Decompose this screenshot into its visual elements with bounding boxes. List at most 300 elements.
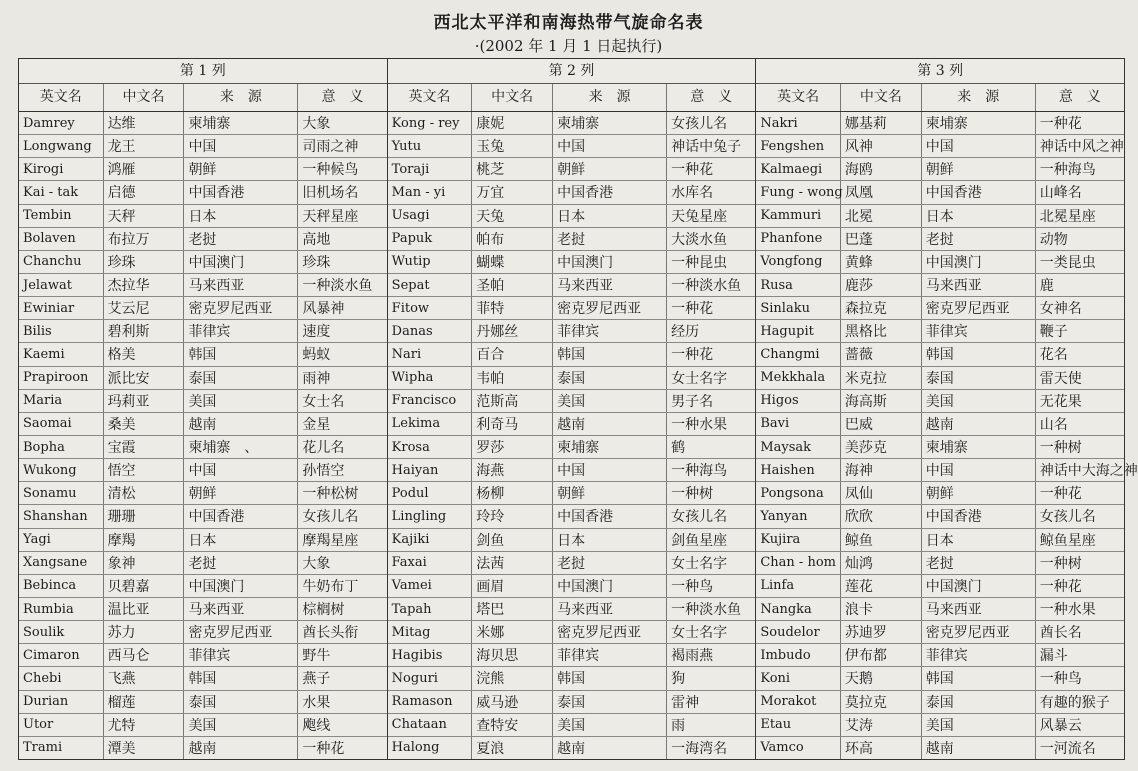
table-row (388, 251, 756, 274)
english-name-cell: Kujira (756, 529, 841, 551)
source-cell: 中国澳门 (553, 575, 667, 597)
meaning-cell: 一种树 (671, 486, 714, 503)
source-cell: 老挝 (553, 228, 667, 250)
english-name-cell: Maria (19, 390, 104, 412)
source-cell: 中国香港 (922, 181, 1036, 203)
meaning-cell: 女孩儿名 (1039, 509, 1096, 526)
meaning-cell: 剑鱼星座 (671, 532, 728, 549)
meaning-cell: 蚂蚁 (302, 347, 331, 364)
table-row (756, 112, 1124, 135)
table-row (756, 367, 1124, 390)
group-header: 第 2 列 (388, 59, 756, 84)
source-cell: 菲律宾 (184, 644, 298, 666)
table-row (388, 644, 756, 667)
table-row (19, 343, 387, 366)
meaning-cell: 风暴云 (1039, 717, 1082, 734)
meaning-cell: 一种花 (1039, 116, 1082, 133)
table-row (388, 691, 756, 714)
table-row (756, 205, 1124, 228)
english-name-cell: Maysak (756, 436, 841, 458)
english-name-cell: Kalmaegi (756, 158, 841, 180)
table-row (756, 320, 1124, 343)
english-name-cell: Durian (19, 691, 104, 713)
english-name-cell: Bopha (19, 436, 104, 458)
source-cell: 菲律宾 (184, 320, 298, 342)
english-name-cell: Bilis (19, 320, 104, 342)
english-name-cell: Haiyan (388, 459, 473, 481)
source-cell: 韩国 (922, 667, 1036, 689)
english-name-cell: Fung - wong (756, 181, 841, 203)
english-name-cell: Faxai (388, 552, 473, 574)
table-row (19, 459, 387, 482)
source-cell: 中国澳门 (922, 251, 1036, 273)
chinese-name-cell: 海神 (841, 459, 922, 481)
chinese-name-cell: 剑鱼 (472, 529, 553, 551)
english-name-cell: Haishen (756, 459, 841, 481)
meaning-cell: 褐雨燕 (671, 648, 714, 665)
source-cell: 中国 (184, 135, 298, 157)
english-name-cell: Yutu (388, 135, 473, 157)
chinese-name-cell: 天秤 (104, 205, 185, 227)
meaning-cell: 女士名字 (671, 555, 728, 572)
header-source: 来 源 (553, 84, 667, 111)
chinese-name-cell: 百合 (472, 343, 553, 365)
meaning-cell: 女孩儿名 (671, 509, 728, 526)
meaning-cell: 风暴神 (302, 301, 345, 318)
chinese-name-cell: 环高 (841, 737, 922, 759)
table-row (756, 691, 1124, 714)
table-row (19, 251, 387, 274)
table-row (388, 505, 756, 528)
chinese-name-cell: 灿鸿 (841, 552, 922, 574)
english-name-cell: Halong (388, 737, 473, 759)
table-row (756, 505, 1124, 528)
table-row (756, 529, 1124, 552)
meaning-cell: 飑线 (302, 717, 331, 734)
source-cell: 中国 (553, 135, 667, 157)
header-english-name: 英文名 (388, 84, 473, 111)
english-name-cell: Kai - tak (19, 181, 104, 203)
meaning-cell: 司雨之神 (302, 139, 359, 156)
english-name-cell: Fitow (388, 297, 473, 319)
meaning-cell: 一类昆虫 (1039, 254, 1096, 271)
source-cell: 中国香港 (184, 505, 298, 527)
table-row (19, 667, 387, 690)
table-row (756, 436, 1124, 459)
source-cell: 美国 (553, 390, 667, 412)
chinese-name-cell: 莲花 (841, 575, 922, 597)
table-row (19, 714, 387, 737)
chinese-name-cell: 杨柳 (472, 482, 553, 504)
chinese-name-cell: 塔巴 (472, 598, 553, 620)
meaning-cell: 男子名 (671, 393, 714, 410)
english-name-cell: Yagi (19, 529, 104, 551)
meaning-cell: 一种水果 (671, 416, 728, 433)
chinese-name-cell: 万宜 (472, 181, 553, 203)
source-cell: 日本 (184, 205, 298, 227)
source-cell: 美国 (184, 390, 298, 412)
table-row (756, 297, 1124, 320)
table-row (388, 297, 756, 320)
source-cell: 日本 (184, 529, 298, 551)
table-row (19, 390, 387, 413)
source-cell: 美国 (922, 714, 1036, 736)
table-row (388, 552, 756, 575)
page-subtitle: ·(2002 年 1 月 1 日起执行) (474, 37, 663, 55)
table-row (388, 181, 756, 204)
meaning-cell: 鞭子 (1039, 324, 1068, 341)
meaning-cell: 一河流名 (1039, 740, 1096, 757)
source-cell: 美国 (922, 390, 1036, 412)
meaning-cell: 水库名 (671, 185, 714, 202)
chinese-name-cell: 玛莉亚 (104, 390, 185, 412)
english-name-cell: Koni (756, 667, 841, 689)
english-name-cell: Bavi (756, 413, 841, 435)
english-name-cell: Prapiroon (19, 367, 104, 389)
english-name-cell: Linfa (756, 575, 841, 597)
meaning-cell: 鲸鱼星座 (1039, 532, 1096, 549)
table-row (388, 621, 756, 644)
source-cell: 老挝 (184, 552, 298, 574)
chinese-name-cell: 鸿雁 (104, 158, 185, 180)
chinese-name-cell: 风神 (841, 135, 922, 157)
table-row (388, 320, 756, 343)
chinese-name-cell: 帕布 (472, 228, 553, 250)
english-name-cell: Changmi (756, 343, 841, 365)
source-cell: 朝鲜 (184, 158, 298, 180)
chinese-name-cell: 米娜 (472, 621, 553, 643)
meaning-cell: 大淡水鱼 (671, 231, 728, 248)
meaning-cell: 漏斗 (1039, 648, 1068, 665)
chinese-name-cell: 法茜 (472, 552, 553, 574)
chinese-name-cell: 飞燕 (104, 667, 185, 689)
source-cell: 中国 (922, 135, 1036, 157)
chinese-name-cell: 悟空 (104, 459, 185, 481)
meaning-cell: 雨 (671, 717, 686, 734)
source-cell: 泰国 (922, 367, 1036, 389)
chinese-name-cell: 碧利斯 (104, 320, 185, 342)
english-name-cell: Etau (756, 714, 841, 736)
english-name-cell: Sepat (388, 274, 473, 296)
meaning-cell: 神话中风之神 (1039, 139, 1124, 156)
english-name-cell: Hagibis (388, 644, 473, 666)
source-cell: 菲律宾 (922, 320, 1036, 342)
chinese-name-cell: 利奇马 (472, 413, 553, 435)
chinese-name-cell: 杰拉华 (104, 274, 185, 296)
chinese-name-cell: 娜基莉 (841, 112, 922, 134)
meaning-cell: 一种花 (671, 162, 714, 179)
source-cell: 中国澳门 (922, 575, 1036, 597)
chinese-name-cell: 韦帕 (472, 367, 553, 389)
source-cell: 中国澳门 (184, 251, 298, 273)
source-cell: 泰国 (184, 367, 298, 389)
table-row (756, 621, 1124, 644)
table-row (756, 644, 1124, 667)
english-name-cell: Saomai (19, 413, 104, 435)
meaning-cell: 女孩儿名 (302, 509, 359, 526)
table-row (19, 529, 387, 552)
english-name-cell: Kaemi (19, 343, 104, 365)
english-name-cell: Bolaven (19, 228, 104, 250)
meaning-cell: 女士名字 (671, 370, 728, 387)
english-name-cell: Chataan (388, 714, 473, 736)
chinese-name-cell: 浣熊 (472, 667, 553, 689)
chinese-name-cell: 巴蓬 (841, 228, 922, 250)
meaning-cell: 酋长名 (1039, 625, 1082, 642)
source-cell: 柬埔寨 (553, 436, 667, 458)
table-row (388, 529, 756, 552)
source-cell: 马来西亚 (184, 598, 298, 620)
meaning-cell: 一种花 (302, 740, 345, 757)
table-row (388, 459, 756, 482)
table-row (756, 552, 1124, 575)
english-name-cell: Rumbia (19, 598, 104, 620)
meaning-cell: 一种淡水鱼 (302, 278, 373, 295)
english-name-cell: Ramason (388, 691, 473, 713)
english-name-cell: Jelawat (19, 274, 104, 296)
english-name-cell: Chebi (19, 667, 104, 689)
chinese-name-cell: 凤凰 (841, 181, 922, 203)
meaning-cell: 雷天使 (1039, 370, 1082, 387)
header-chinese-name: 中文名 (472, 84, 553, 111)
meaning-cell: 金星 (302, 416, 331, 433)
meaning-cell: 水果 (302, 694, 331, 711)
table-row (756, 667, 1124, 690)
meaning-cell: 动物 (1039, 231, 1068, 248)
meaning-cell: 一种松树 (302, 486, 359, 503)
chinese-name-cell: 鹿莎 (841, 274, 922, 296)
meaning-cell: 牛奶布丁 (302, 578, 359, 595)
english-name-cell: Wutip (388, 251, 473, 273)
chinese-name-cell: 启德 (104, 181, 185, 203)
chinese-name-cell: 玲玲 (472, 505, 553, 527)
source-cell: 美国 (553, 714, 667, 736)
meaning-cell: 一种鸟 (671, 578, 714, 595)
english-name-cell: Kajiki (388, 529, 473, 551)
english-name-cell: Francisco (388, 390, 473, 412)
table-group-2 (388, 59, 757, 759)
source-cell: 柬埔寨 (922, 436, 1036, 458)
table-row (756, 459, 1138, 482)
table-row (19, 575, 387, 598)
source-cell: 韩国 (184, 343, 298, 365)
source-cell: 美国 (184, 714, 298, 736)
table-row (19, 274, 387, 297)
source-cell: 中国香港 (184, 181, 298, 203)
source-cell: 密克罗尼西亚 (553, 621, 667, 643)
table-row (19, 436, 387, 459)
english-name-cell: Phanfone (756, 228, 841, 250)
table-row (19, 181, 387, 204)
chinese-name-cell: 珊珊 (104, 505, 185, 527)
meaning-cell: 一种海鸟 (1039, 162, 1096, 179)
chinese-name-cell: 伊布都 (841, 644, 922, 666)
meaning-cell: 一种花 (671, 347, 714, 364)
meaning-cell: 雷神 (671, 694, 700, 711)
english-name-cell: Mekkhala (756, 367, 841, 389)
table-row (19, 505, 387, 528)
meaning-cell: 一种树 (1039, 440, 1082, 457)
table-row (388, 413, 756, 436)
english-name-cell: Rusa (756, 274, 841, 296)
meaning-cell: 一种候鸟 (302, 162, 359, 179)
table-row (756, 181, 1124, 204)
source-cell: 中国香港 (553, 181, 667, 203)
chinese-name-cell: 苏迪罗 (841, 621, 922, 643)
chinese-name-cell: 桑美 (104, 413, 185, 435)
english-name-cell: Mitag (388, 621, 473, 643)
english-name-cell: Usagi (388, 205, 473, 227)
english-name-cell: Cimaron (19, 644, 104, 666)
chinese-name-cell: 黑格比 (841, 320, 922, 342)
chinese-name-cell: 黄蜂 (841, 251, 922, 273)
chinese-name-cell: 玉兔 (472, 135, 553, 157)
chinese-name-cell: 鲸鱼 (841, 529, 922, 551)
meaning-cell: 女士名 (302, 393, 345, 410)
source-cell: 密克罗尼西亚 (184, 297, 298, 319)
header-chinese-name: 中文名 (104, 84, 185, 111)
chinese-name-cell: 海高斯 (841, 390, 922, 412)
table-row (756, 714, 1124, 737)
source-cell: 越南 (184, 413, 298, 435)
source-cell: 柬埔寨 、 (184, 436, 298, 458)
source-cell: 朝鲜 (184, 482, 298, 504)
english-name-cell: Trami (19, 737, 104, 759)
table-row (388, 367, 756, 390)
chinese-name-cell: 贝碧嘉 (104, 575, 185, 597)
chinese-name-cell: 温比亚 (104, 598, 185, 620)
source-cell: 日本 (553, 205, 667, 227)
source-cell: 中国澳门 (184, 575, 298, 597)
table-row (756, 390, 1124, 413)
table-row (19, 552, 387, 575)
meaning-cell: 孙悟空 (302, 463, 345, 480)
meaning-cell: 神话中大海之神 (1039, 463, 1138, 480)
meaning-cell: 酋长头衔 (302, 625, 359, 642)
source-cell: 越南 (184, 737, 298, 759)
chinese-name-cell: 苏力 (104, 621, 185, 643)
meaning-cell: 有趣的猴子 (1039, 694, 1110, 711)
english-name-cell: Sinlaku (756, 297, 841, 319)
table-row (19, 158, 387, 181)
english-name-cell: Wukong (19, 459, 104, 481)
source-cell: 泰国 (184, 691, 298, 713)
meaning-cell: 北冕星座 (1039, 208, 1096, 225)
source-cell: 中国 (922, 459, 1036, 481)
table-row (19, 205, 387, 228)
chinese-name-cell: 艾云尼 (104, 297, 185, 319)
chinese-name-cell: 西马仑 (104, 644, 185, 666)
table-row (388, 135, 756, 158)
chinese-name-cell: 天鹅 (841, 667, 922, 689)
chinese-name-cell: 莫拉克 (841, 691, 922, 713)
chinese-name-cell: 蔷薇 (841, 343, 922, 365)
english-name-cell: Tapah (388, 598, 473, 620)
table-row (388, 112, 756, 135)
chinese-name-cell: 蝴蝶 (472, 251, 553, 273)
english-name-cell: Papuk (388, 228, 473, 250)
english-name-cell: Vamco (756, 737, 841, 759)
table-row (756, 598, 1124, 621)
header-english-name: 英文名 (19, 84, 104, 111)
source-cell: 菲律宾 (553, 644, 667, 666)
table-row (388, 343, 756, 366)
table-row (756, 413, 1124, 436)
meaning-cell: 大象 (302, 555, 331, 572)
english-name-cell: Toraji (388, 158, 473, 180)
table-group-3 (756, 59, 1138, 759)
chinese-name-cell: 范斯高 (472, 390, 553, 412)
meaning-cell: 大象 (302, 116, 331, 133)
source-cell: 朝鲜 (922, 158, 1036, 180)
table-row (19, 135, 387, 158)
meaning-cell: 一种花 (671, 301, 714, 318)
english-name-cell: Bebinca (19, 575, 104, 597)
source-cell: 越南 (553, 737, 667, 759)
meaning-cell: 女神名 (1039, 301, 1082, 318)
source-cell: 老挝 (184, 228, 298, 250)
chinese-name-cell: 派比安 (104, 367, 185, 389)
meaning-cell: 天兔星座 (671, 208, 728, 225)
english-name-cell: Sonamu (19, 482, 104, 504)
column-header-row (756, 84, 1124, 112)
table-row (19, 691, 387, 714)
chinese-name-cell: 桃芝 (472, 158, 553, 180)
english-name-cell: Nangka (756, 598, 841, 620)
source-cell: 中国 (553, 459, 667, 481)
table-row (19, 737, 387, 759)
source-cell: 越南 (922, 413, 1036, 435)
meaning-cell: 一种海鸟 (671, 463, 728, 480)
chinese-name-cell: 康妮 (472, 112, 553, 134)
source-cell: 越南 (922, 737, 1036, 759)
chinese-name-cell: 米克拉 (841, 367, 922, 389)
table-row (388, 158, 756, 181)
chinese-name-cell: 格美 (104, 343, 185, 365)
meaning-cell: 一种水果 (1039, 602, 1096, 619)
english-name-cell: Higos (756, 390, 841, 412)
meaning-cell: 狗 (671, 671, 686, 688)
source-cell: 朝鲜 (553, 158, 667, 180)
meaning-cell: 燕子 (302, 671, 331, 688)
chinese-name-cell: 丹娜丝 (472, 320, 553, 342)
header-english-name: 英文名 (756, 84, 841, 111)
source-cell: 泰国 (553, 691, 667, 713)
meaning-cell: 一种鸟 (1039, 671, 1082, 688)
english-name-cell: Krosa (388, 436, 473, 458)
english-name-cell: Chan - hom (756, 552, 841, 574)
source-cell: 中国 (184, 459, 298, 481)
meaning-cell: 一海湾名 (671, 740, 728, 757)
meaning-cell: 一种昆虫 (671, 254, 728, 271)
column-header-row (388, 84, 756, 112)
source-cell: 马来西亚 (922, 274, 1036, 296)
meaning-cell: 无花果 (1039, 393, 1082, 410)
english-name-cell: Wipha (388, 367, 473, 389)
english-name-cell: Lekima (388, 413, 473, 435)
english-name-cell: Podul (388, 482, 473, 504)
chinese-name-cell: 宝霞 (104, 436, 185, 458)
meaning-cell: 棕榈树 (302, 602, 345, 619)
english-name-cell: Soulik (19, 621, 104, 643)
meaning-cell: 一种花 (1039, 578, 1082, 595)
source-cell: 马来西亚 (553, 274, 667, 296)
meaning-cell: 天秤星座 (302, 208, 359, 225)
table-row (756, 274, 1124, 297)
source-cell: 中国香港 (922, 505, 1036, 527)
table-row (388, 575, 756, 598)
table-row (19, 482, 387, 505)
